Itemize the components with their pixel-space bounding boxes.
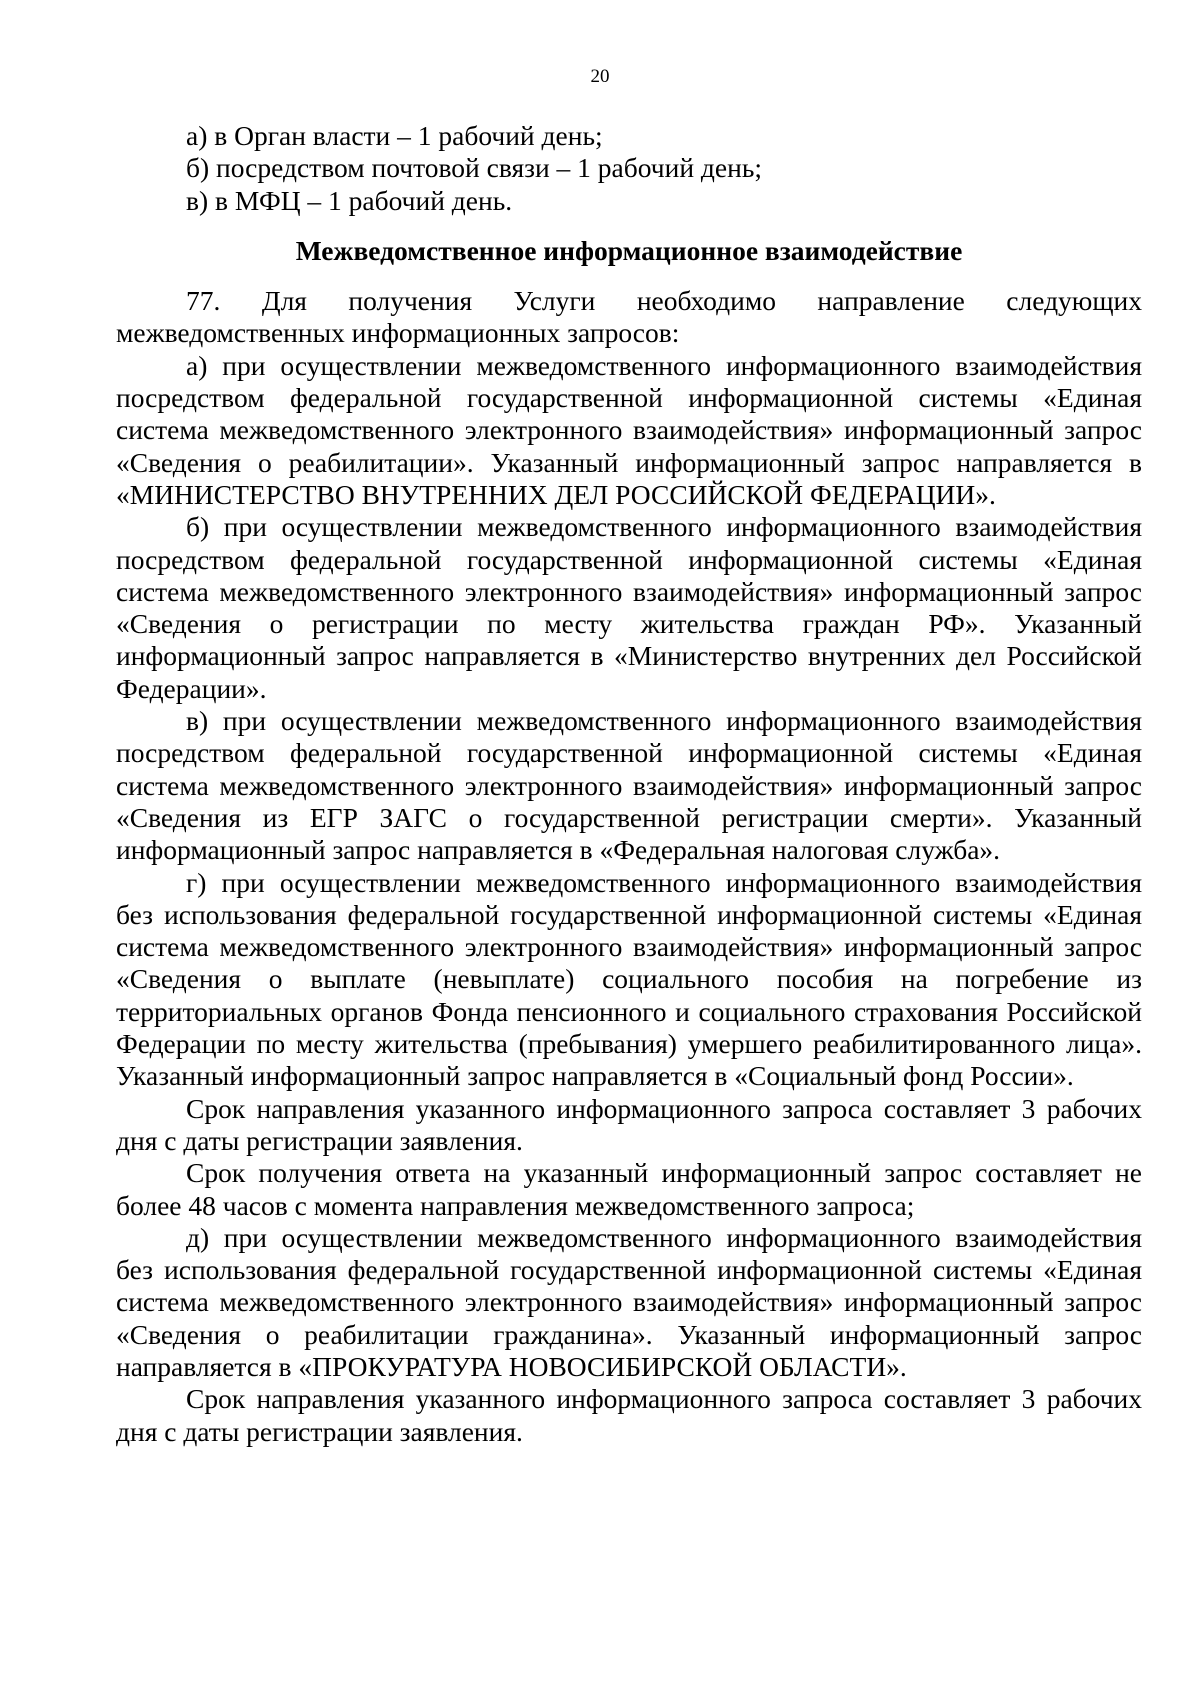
paragraph-d: г) при осуществлении межведомственного информационного взаимодействия без использования федеральной государственной информационной системы «Единая система межведомственного электронного взаимодействия» информационный запрос «Сведения о выплате (невыплате) социального пособия на погребение из территориальных органов Фонда пенсионного и социального страхования Российской Федерации по месту жительства (пребывания) умершего реабилитированного лица». Указанный информационный запрос направляется в «Социальный фонд России». xyxy=(116,866,1142,1092)
list-item-b: б) посредством почтовой связи – 1 рабочий день; xyxy=(186,152,763,184)
list-item-c: в) в МФЦ – 1 рабочий день. xyxy=(186,184,513,216)
paragraph-c: в) при осуществлении межведомственного информационного взаимодействия посредством федеральной государственной информационной системы «Единая система межведомственного электронного взаимодействия» информационный запрос «Сведения из ЕГР ЗАГС о государственной регистрации смерти». Указанный информационный запрос направляется в «Федеральная налоговая служба». xyxy=(116,705,1142,866)
section-heading: Межведомственное информационное взаимодействие xyxy=(295,234,963,266)
list-item-a: а) в Орган власти – 1 рабочий день; xyxy=(186,120,603,151)
paragraph-send-deadline: Срок направления указанного информационного запроса составляет 3 рабочих дня с даты регистрации заявления. xyxy=(116,1092,1142,1156)
paragraph-77: 77. Для получения Услуги необходимо направление следующих межведомственных информационных запросов: xyxy=(116,285,1142,349)
paragraph-response-deadline: Срок получения ответа на указанный информационный запрос составляет не более 48 часов с момента направления межведомственного запроса; xyxy=(116,1157,1142,1221)
paragraph-e: д) при осуществлении межведомственного информационного взаимодействия без использования федеральной государственной информационной системы «Единая система межведомственного электронного взаимодействия» информационный запрос «Сведения о реабилитации гражданина». Указанный информационный запрос направляется в «ПРОКУРАТУРА НОВОСИБИРСКОЙ ОБЛАСТИ». xyxy=(116,1221,1142,1382)
page-number: 20 xyxy=(590,66,610,87)
paragraph-a: а) при осуществлении межведомственного информационного взаимодействия посредством федеральной государственной информационной системы «Единая система межведомственного электронного взаимодействия» информационный запрос «Сведения о реабилитации». Указанный информационный запрос направляется в «МИНИСТЕРСТВО ВНУТРЕННИХ ДЕЛ РОССИЙСКОЙ ФЕДЕРАЦИИ». xyxy=(116,349,1142,510)
paragraph-b: б) при осуществлении межведомственного информационного взаимодействия посредством федеральной государственной информационной системы «Единая система межведомственного электронного взаимодействия» информационный запрос «Сведения о регистрации по месту жительства граждан РФ». Указанный информационный запрос направляется в «Министерство внутренних дел Российской Федерации». xyxy=(116,511,1142,704)
paragraph-send-deadline-2: Срок направления указанного информационного запроса составляет 3 рабочих дня с даты регистрации заявления. xyxy=(116,1383,1142,1447)
document-body xyxy=(116,120,1142,1448)
